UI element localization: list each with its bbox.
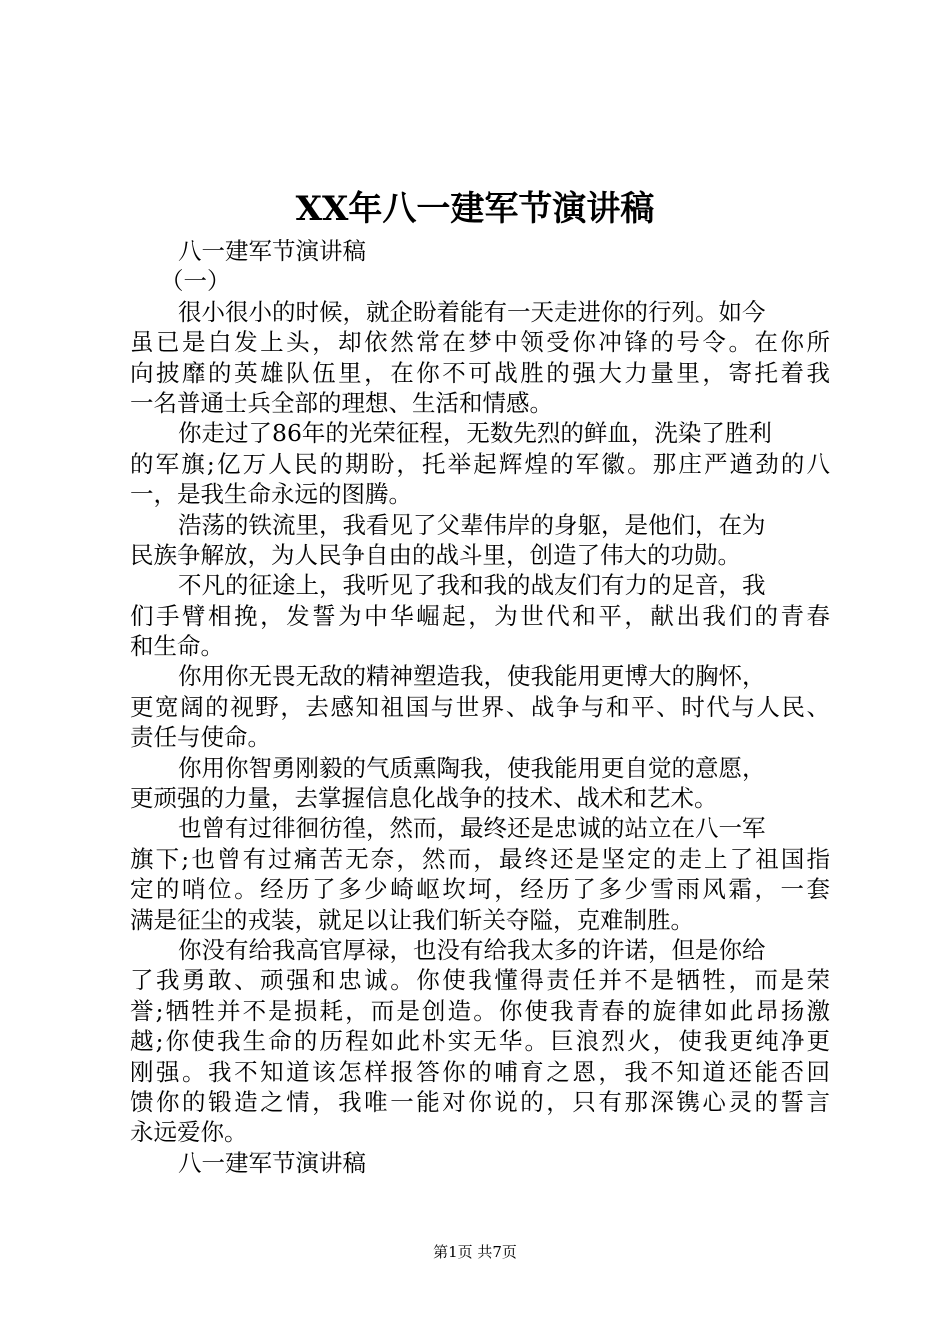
text-line: 八一建军节演讲稿	[178, 1148, 366, 1177]
text-line: 的军旗;亿万人民的期盼，托举起辉煌的军徽。那庄严遒劲的八	[130, 449, 830, 478]
text-line: 八一建军节演讲稿	[178, 237, 366, 265]
text-line: 定的哨位。经历了多少崎岖坎坷，经历了多少雪雨风霜，一套	[130, 875, 830, 904]
text-line: 向披靡的英雄队伍里，在你不可战胜的强大力量里，寄托着我	[130, 358, 830, 387]
text-line: 刚强。我不知道该怎样报答你的哺育之恩，我不知道还能否回	[130, 1057, 830, 1086]
page-footer: 第1页 共7页	[433, 1243, 517, 1261]
text-line: 责任与使命。	[130, 723, 271, 752]
text-line: 浩荡的铁流里，我看见了父辈伟岸的身躯，是他们，在为	[178, 510, 766, 539]
text-line: 誉;牺牲并不是损耗，而是创造。你使我青春的旋律如此昂扬激	[130, 996, 830, 1025]
text-line: 旗下;也曾有过痛苦无奈，然而，最终还是坚定的走上了祖国指	[130, 844, 830, 873]
text-line: 永远爱你。	[130, 1118, 248, 1147]
text-line: 你用你智勇刚毅的气质熏陶我，使我能用更自觉的意愿，	[178, 753, 766, 782]
text-line: 一名普通士兵全部的理想、生活和情感。	[130, 388, 553, 417]
text-line: 你没有给我高官厚禄，也没有给我太多的许诺，但是你给	[178, 935, 766, 964]
text-line: 一，是我生命永远的图腾。	[130, 480, 412, 509]
text-line: 和生命。	[130, 632, 224, 661]
text-line: 越;你使我生命的历程如此朴实无华。巨浪烈火，使我更纯净更	[130, 1027, 830, 1056]
text-line: 你走过了86年的光荣征程，无数先烈的鲜血，洗染了胜利	[178, 419, 772, 448]
text-line: 满是征尘的戎装，就足以让我们斩关夺隘，克难制胜。	[130, 905, 694, 934]
text-line: 很小很小的时候，就企盼着能有一天走进你的行列。如今	[178, 297, 766, 326]
text-line: 馈你的锻造之情，我唯一能对你说的，只有那深镌心灵的誓言	[130, 1087, 830, 1116]
text-line: 更顽强的力量，去掌握信息化战争的技术、战术和艺术。	[130, 784, 718, 813]
text-line: 也曾有过徘徊彷徨，然而，最终还是忠诚的站立在八一军	[178, 814, 766, 843]
document-title: XX年八一建军节演讲稿	[295, 189, 655, 229]
text-line: 虽已是白发上头，却依然常在梦中领受你冲锋的号令。在你所	[130, 328, 830, 357]
text-line: 你用你无畏无敌的精神塑造我，使我能用更博大的胸怀，	[178, 662, 766, 691]
text-line: 更宽阔的视野，去感知祖国与世界、战争与和平、时代与人民、	[130, 692, 830, 721]
text-line: 不凡的征途上，我听见了我和我的战友们有力的足音，我	[178, 571, 766, 600]
text-line: 民族争解放，为人民争自由的战斗里，创造了伟大的功勋。	[130, 540, 741, 569]
document-body	[130, 236, 830, 1178]
text-line: （一）	[160, 267, 231, 296]
text-line: 了我勇敢、顽强和忠诚。你使我懂得责任并不是牺牲，而是荣	[130, 966, 830, 995]
text-line: 们手臂相挽，发誓为中华崛起，为世代和平，献出我们的青春	[130, 601, 830, 630]
